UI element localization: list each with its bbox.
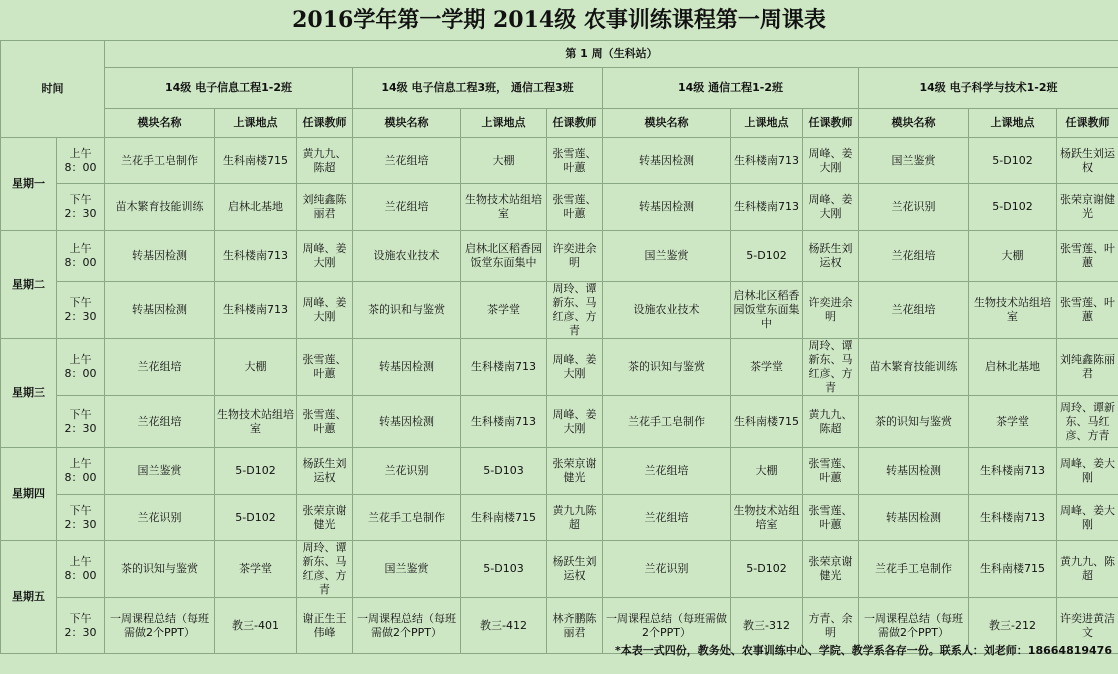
day-label: 星期五 [1, 541, 57, 654]
module-cell: 转基因检测 [105, 282, 215, 339]
location-cell: 生科楼南713 [969, 448, 1057, 495]
teacher-cell: 杨跃生刘运权 [547, 541, 603, 598]
location-cell: 茶学堂 [461, 282, 547, 339]
module-cell: 茶的识知与鉴赏 [859, 396, 969, 448]
col-header-location: 上课地点 [461, 109, 547, 138]
time-slot [57, 231, 105, 282]
location-cell: 教三-212 [969, 598, 1057, 654]
slot-time: 2：30 [64, 517, 97, 531]
day-label: 星期二 [1, 231, 57, 339]
time-slot [57, 396, 105, 448]
location-cell: 茶学堂 [215, 541, 297, 598]
module-cell: 一周课程总结（每班需做2个PPT） [859, 598, 969, 654]
module-cell: 兰花组培 [859, 282, 969, 339]
teacher-cell: 张雪莲、叶蕙 [1057, 231, 1118, 282]
col-header-location: 上课地点 [969, 109, 1057, 138]
teacher-cell: 张雪莲、叶蕙 [547, 138, 603, 184]
module-cell: 茶的识和与鉴赏 [353, 282, 461, 339]
module-cell: 兰花组培 [603, 495, 731, 541]
module-cell: 设施农业技术 [353, 231, 461, 282]
module-cell: 转基因检测 [859, 495, 969, 541]
module-cell: 转基因检测 [859, 448, 969, 495]
teacher-cell: 周玲、谭新东、马红彦、方青 [547, 282, 603, 339]
slot-period: 下午 [69, 296, 92, 309]
slot-period: 下午 [69, 503, 92, 517]
col-header-teacher: 任课教师 [803, 109, 859, 138]
table-row [1, 184, 1118, 231]
slot-period: 上午 [69, 146, 92, 160]
location-cell: 启林北区稻香园饭堂东面集中 [461, 231, 547, 282]
time-slot [57, 138, 105, 184]
teacher-cell: 杨跃生刘运权 [803, 231, 859, 282]
location-cell: 生科楼南713 [731, 184, 803, 231]
table-row [1, 339, 1118, 396]
module-cell: 兰花识别 [603, 541, 731, 598]
teacher-cell: 刘纯鑫陈丽君 [297, 184, 353, 231]
teacher-cell: 张雪莲、叶蕙 [803, 495, 859, 541]
module-cell: 兰花组培 [353, 184, 461, 231]
time-slot [57, 541, 105, 598]
slot-time: 8：00 [64, 256, 97, 269]
module-cell: 兰花手工皂制作 [353, 495, 461, 541]
location-cell: 5-D102 [215, 495, 297, 541]
module-cell: 转基因检测 [353, 339, 461, 396]
location-cell: 茶学堂 [731, 339, 803, 396]
day-label: 星期三 [1, 339, 57, 448]
teacher-cell: 谢正生王伟峰 [297, 598, 353, 654]
teacher-cell: 张荣京谢健光 [1057, 184, 1118, 231]
teacher-cell: 张雪莲、叶蕙 [803, 448, 859, 495]
location-cell: 5-D102 [731, 231, 803, 282]
teacher-cell: 张荣京谢健光 [547, 448, 603, 495]
location-cell: 生科南楼715 [215, 138, 297, 184]
location-cell: 大棚 [215, 339, 297, 396]
module-cell: 一周课程总结（每班需做2个PPT） [353, 598, 461, 654]
location-cell: 启林北区稻香园饭堂东面集中 [731, 282, 803, 339]
location-cell: 生科楼南713 [461, 339, 547, 396]
time-slot [57, 184, 105, 231]
location-cell: 5-D102 [731, 541, 803, 598]
location-cell: 大棚 [461, 138, 547, 184]
teacher-cell: 杨跃生刘运权 [1057, 138, 1118, 184]
time-slot [57, 598, 105, 654]
col-header-teacher: 任课教师 [547, 109, 603, 138]
day-label: 星期四 [1, 448, 57, 541]
class-header: 14级 电子信息工程1-2班 [105, 68, 353, 109]
teacher-cell: 周峰、姜大刚 [547, 339, 603, 396]
module-cell: 兰花识别 [353, 448, 461, 495]
table-row [1, 138, 1118, 184]
teacher-cell: 周峰、姜大刚 [547, 396, 603, 448]
teacher-cell: 张雪莲、叶蕙 [1057, 282, 1118, 339]
table-row [1, 495, 1118, 541]
teacher-cell: 周玲、谭新东、马红彦、方青 [803, 339, 859, 396]
teacher-cell: 周峰、姜大刚 [1057, 495, 1118, 541]
table-row [1, 448, 1118, 495]
slot-period: 下午 [69, 611, 92, 625]
teacher-cell: 刘纯鑫陈丽君 [1057, 339, 1118, 396]
location-cell: 生科南楼715 [731, 396, 803, 448]
location-cell: 5-D102 [215, 448, 297, 495]
teacher-cell: 张雪莲、叶蕙 [297, 396, 353, 448]
table-row [1, 396, 1118, 448]
page-title: 2016学年第一学期 2014级 农事训练课程第一周课表 [0, 0, 1118, 41]
col-header-location: 上课地点 [731, 109, 803, 138]
teacher-cell: 黄九九、陈超 [803, 396, 859, 448]
module-cell: 转基因检测 [603, 138, 731, 184]
module-cell: 一周课程总结（每班需做2个PPT） [603, 598, 731, 654]
slot-time: 2：30 [64, 625, 97, 639]
module-cell: 国兰鉴赏 [105, 448, 215, 495]
col-header-location: 上课地点 [215, 109, 297, 138]
module-cell: 兰花手工皂制作 [859, 541, 969, 598]
teacher-cell: 杨跃生刘运权 [297, 448, 353, 495]
module-cell: 兰花手工皂制作 [105, 138, 215, 184]
module-cell: 转基因检测 [105, 231, 215, 282]
location-cell: 生科楼南713 [215, 282, 297, 339]
module-cell: 转基因检测 [603, 184, 731, 231]
col-header-teacher: 任课教师 [297, 109, 353, 138]
slot-period: 上午 [69, 555, 92, 568]
location-cell: 生科南楼715 [461, 495, 547, 541]
slot-time: 2：30 [64, 310, 97, 323]
module-cell: 兰花组培 [859, 231, 969, 282]
module-cell: 国兰鉴赏 [859, 138, 969, 184]
teacher-cell: 周峰、姜大刚 [803, 184, 859, 231]
location-cell: 教三-312 [731, 598, 803, 654]
location-cell: 5-D103 [461, 541, 547, 598]
time-slot [57, 339, 105, 396]
teacher-cell: 周玲、谭新东、马红彦、方青 [297, 541, 353, 598]
module-cell: 兰花识别 [105, 495, 215, 541]
slot-time: 2：30 [64, 421, 97, 435]
teacher-cell: 张雪莲、叶蕙 [297, 339, 353, 396]
footer-note: *本表一式四份，教务处、农事训练中心、学院、教学系各存一份。联系人：刘老师：18664819476 [615, 644, 1112, 657]
module-cell: 国兰鉴赏 [353, 541, 461, 598]
slot-period: 下午 [69, 193, 92, 206]
location-cell: 5-D102 [969, 138, 1057, 184]
module-cell: 转基因检测 [353, 396, 461, 448]
teacher-cell: 张雪莲、叶蕙 [547, 184, 603, 231]
module-cell: 设施农业技术 [603, 282, 731, 339]
location-cell: 启林北基地 [215, 184, 297, 231]
schedule-table [0, 40, 1118, 654]
col-header-teacher: 任课教师 [1057, 109, 1118, 138]
module-cell: 兰花识别 [859, 184, 969, 231]
teacher-cell: 许奕进余明 [547, 231, 603, 282]
module-cell: 国兰鉴赏 [603, 231, 731, 282]
location-cell: 生科楼南713 [731, 138, 803, 184]
module-cell: 兰花组培 [603, 448, 731, 495]
time-header: 时间 [1, 41, 105, 138]
col-header-module: 模块名称 [859, 109, 969, 138]
col-header-module: 模块名称 [105, 109, 215, 138]
class-header: 14级 电子信息工程3班， 通信工程3班 [353, 68, 603, 109]
location-cell: 生物技术站组培室 [731, 495, 803, 541]
teacher-cell: 黄九九、陈超 [297, 138, 353, 184]
location-cell: 5-D102 [969, 184, 1057, 231]
teacher-cell: 张荣京谢健光 [297, 495, 353, 541]
col-header-module: 模块名称 [353, 109, 461, 138]
teacher-cell: 方青、余明 [803, 598, 859, 654]
location-cell: 教三-412 [461, 598, 547, 654]
slot-time: 8：00 [64, 160, 97, 174]
class-header: 14级 电子科学与技术1-2班 [859, 68, 1118, 109]
module-cell: 兰花手工皂制作 [603, 396, 731, 448]
slot-time: 8：00 [64, 367, 97, 380]
teacher-cell: 周峰、姜大刚 [297, 282, 353, 339]
slot-time: 2：30 [64, 207, 97, 220]
week-header: 第 1 周（生科站） [105, 41, 1118, 68]
location-cell: 生科楼南713 [461, 396, 547, 448]
location-cell: 教三-401 [215, 598, 297, 654]
module-cell: 茶的识知与鉴赏 [105, 541, 215, 598]
location-cell: 生科楼南713 [969, 495, 1057, 541]
module-cell: 兰花组培 [105, 396, 215, 448]
location-cell: 生物技术站组培室 [461, 184, 547, 231]
slot-period: 下午 [69, 407, 92, 421]
day-label: 星期一 [1, 138, 57, 231]
location-cell: 5-D103 [461, 448, 547, 495]
teacher-cell: 许奕进余明 [803, 282, 859, 339]
slot-time: 8：00 [64, 569, 97, 582]
location-cell: 生物技术站组培室 [969, 282, 1057, 339]
location-cell: 生科南楼715 [969, 541, 1057, 598]
location-cell: 生科楼南713 [215, 231, 297, 282]
teacher-cell: 许奕进黄洁文 [1057, 598, 1118, 654]
teacher-cell: 黄九九、陈超 [1057, 541, 1118, 598]
teacher-cell: 周峰、姜大刚 [1057, 448, 1118, 495]
teacher-cell: 周峰、姜大刚 [803, 138, 859, 184]
module-cell: 苗木繁育技能训练 [105, 184, 215, 231]
time-slot [57, 448, 105, 495]
module-cell: 兰花组培 [105, 339, 215, 396]
time-slot [57, 495, 105, 541]
location-cell: 生物技术站组培室 [215, 396, 297, 448]
slot-period: 上午 [69, 457, 92, 470]
location-cell: 大棚 [969, 231, 1057, 282]
teacher-cell: 周玲、谭新东、马红彦、方青 [1057, 396, 1118, 448]
module-cell: 苗木繁育技能训练 [859, 339, 969, 396]
table-row [1, 282, 1118, 339]
slot-period: 上午 [69, 242, 92, 255]
col-header-module: 模块名称 [603, 109, 731, 138]
class-header: 14级 通信工程1-2班 [603, 68, 859, 109]
location-cell: 启林北基地 [969, 339, 1057, 396]
module-cell: 一周课程总结（每班需做2个PPT） [105, 598, 215, 654]
table-row [1, 231, 1118, 282]
module-cell: 兰花组培 [353, 138, 461, 184]
time-slot [57, 282, 105, 339]
table-row [1, 541, 1118, 598]
module-cell: 茶的识知与鉴赏 [603, 339, 731, 396]
teacher-cell: 林齐鹏陈丽君 [547, 598, 603, 654]
slot-time: 8：00 [64, 471, 97, 484]
teacher-cell: 周峰、姜大刚 [297, 231, 353, 282]
slot-period: 上午 [69, 353, 92, 366]
location-cell: 茶学堂 [969, 396, 1057, 448]
teacher-cell: 张荣京谢健光 [803, 541, 859, 598]
teacher-cell: 黄九九陈超 [547, 495, 603, 541]
location-cell: 大棚 [731, 448, 803, 495]
